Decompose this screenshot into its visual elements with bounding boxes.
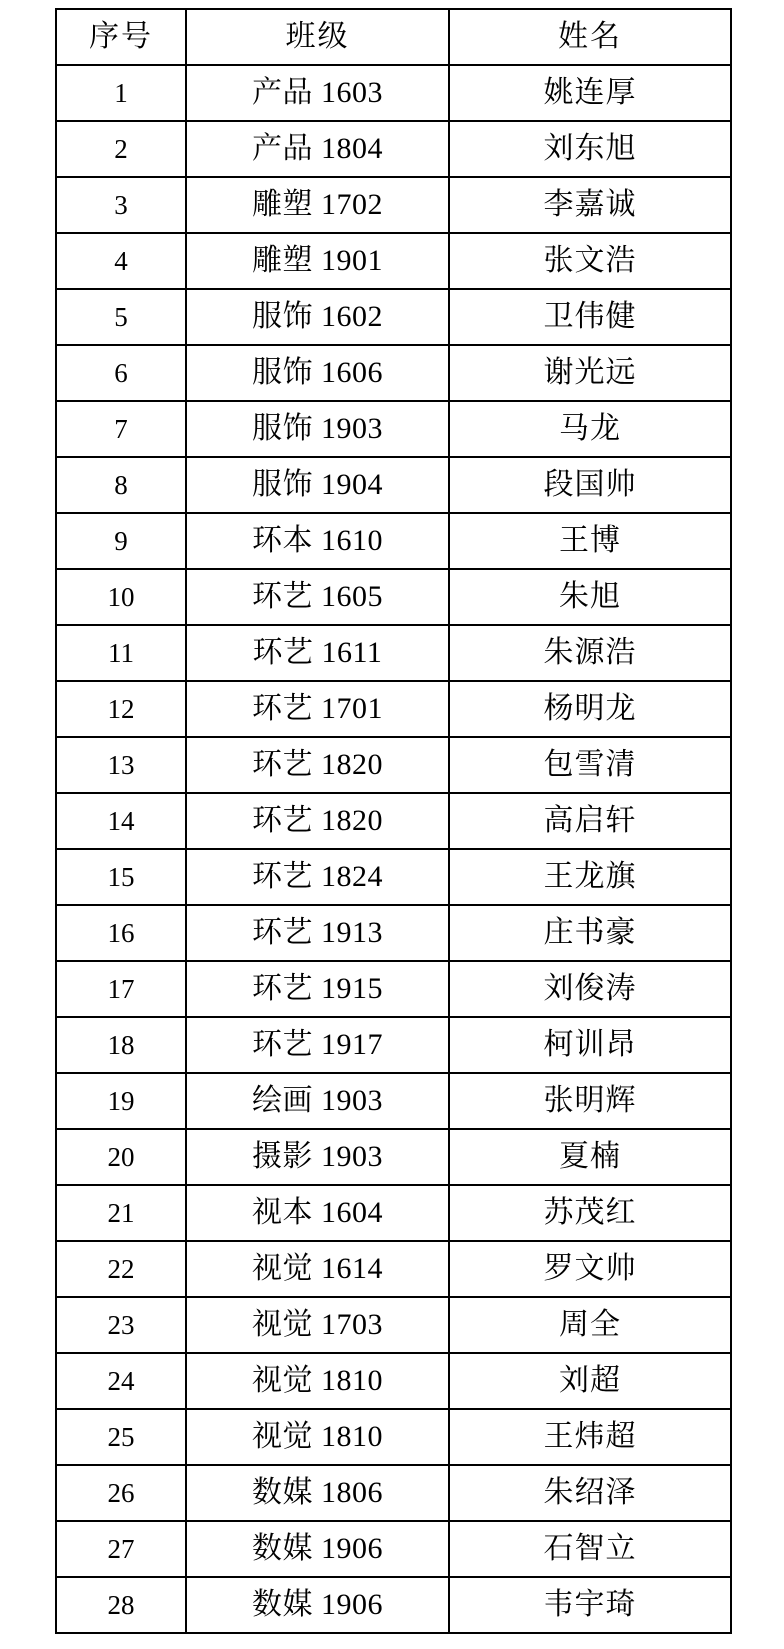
cell-name: 周全: [449, 1297, 731, 1353]
column-header-class: 班级: [186, 9, 449, 65]
table-row: [56, 513, 731, 569]
table-body: [56, 65, 731, 1633]
cell-index: 7: [56, 401, 186, 457]
cell-index: 1: [56, 65, 186, 121]
cell-name: 庄书豪: [449, 905, 731, 961]
cell-name: 李嘉诚: [449, 177, 731, 233]
cell-name: 段国帅: [449, 457, 731, 513]
cell-class: 视觉 1810: [186, 1353, 449, 1409]
cell-class: 服饰 1904: [186, 457, 449, 513]
cell-index: 14: [56, 793, 186, 849]
cell-name: 杨明龙: [449, 681, 731, 737]
cell-name: 石智立: [449, 1521, 731, 1577]
cell-index: 24: [56, 1353, 186, 1409]
table-row: [56, 1353, 731, 1409]
cell-class: 服饰 1903: [186, 401, 449, 457]
table-row: [56, 569, 731, 625]
cell-index: 19: [56, 1073, 186, 1129]
cell-name: 王炜超: [449, 1409, 731, 1465]
cell-index: 9: [56, 513, 186, 569]
cell-index: 21: [56, 1185, 186, 1241]
cell-index: 10: [56, 569, 186, 625]
cell-name: 张明辉: [449, 1073, 731, 1129]
cell-name: 王龙旗: [449, 849, 731, 905]
table-row: [56, 177, 731, 233]
cell-class: 环艺 1701: [186, 681, 449, 737]
cell-name: 夏楠: [449, 1129, 731, 1185]
table-row: [56, 1577, 731, 1633]
cell-index: 18: [56, 1017, 186, 1073]
table-row: [56, 1073, 731, 1129]
cell-class: 环艺 1611: [186, 625, 449, 681]
cell-index: 15: [56, 849, 186, 905]
header-row: [56, 9, 731, 65]
table-row: [56, 457, 731, 513]
cell-index: 2: [56, 121, 186, 177]
cell-name: 刘超: [449, 1353, 731, 1409]
cell-class: 视觉 1614: [186, 1241, 449, 1297]
table-row: [56, 1241, 731, 1297]
cell-index: 11: [56, 625, 186, 681]
cell-class: 视本 1604: [186, 1185, 449, 1241]
table-row: [56, 625, 731, 681]
table-row: [56, 401, 731, 457]
cell-index: 25: [56, 1409, 186, 1465]
table-row: [56, 1521, 731, 1577]
cell-name: 马龙: [449, 401, 731, 457]
cell-index: 23: [56, 1297, 186, 1353]
cell-class: 环艺 1824: [186, 849, 449, 905]
table-row: [56, 1017, 731, 1073]
cell-index: 26: [56, 1465, 186, 1521]
cell-index: 5: [56, 289, 186, 345]
roster-table: [55, 8, 732, 1634]
cell-class: 摄影 1903: [186, 1129, 449, 1185]
cell-index: 20: [56, 1129, 186, 1185]
table-row: [56, 1129, 731, 1185]
cell-class: 数媒 1806: [186, 1465, 449, 1521]
cell-class: 产品 1804: [186, 121, 449, 177]
cell-index: 22: [56, 1241, 186, 1297]
table-row: [56, 1185, 731, 1241]
table-row: [56, 289, 731, 345]
cell-class: 数媒 1906: [186, 1577, 449, 1633]
cell-index: 4: [56, 233, 186, 289]
cell-class: 环艺 1913: [186, 905, 449, 961]
cell-class: 环艺 1605: [186, 569, 449, 625]
cell-index: 16: [56, 905, 186, 961]
cell-class: 数媒 1906: [186, 1521, 449, 1577]
table-row: [56, 65, 731, 121]
cell-index: 6: [56, 345, 186, 401]
cell-class: 环本 1610: [186, 513, 449, 569]
cell-name: 朱源浩: [449, 625, 731, 681]
cell-class: 环艺 1917: [186, 1017, 449, 1073]
table-row: [56, 1409, 731, 1465]
cell-index: 17: [56, 961, 186, 1017]
cell-name: 高启轩: [449, 793, 731, 849]
cell-name: 罗文帅: [449, 1241, 731, 1297]
table-row: [56, 345, 731, 401]
cell-name: 卫伟健: [449, 289, 731, 345]
cell-class: 产品 1603: [186, 65, 449, 121]
cell-class: 服饰 1602: [186, 289, 449, 345]
cell-name: 刘俊涛: [449, 961, 731, 1017]
table-row: [56, 1465, 731, 1521]
cell-class: 环艺 1820: [186, 793, 449, 849]
table-row: [56, 961, 731, 1017]
table-row: [56, 233, 731, 289]
cell-name: 张文浩: [449, 233, 731, 289]
cell-name: 朱绍泽: [449, 1465, 731, 1521]
table-row: [56, 1297, 731, 1353]
cell-index: 8: [56, 457, 186, 513]
cell-name: 朱旭: [449, 569, 731, 625]
table-row: [56, 793, 731, 849]
cell-index: 3: [56, 177, 186, 233]
cell-index: 28: [56, 1577, 186, 1633]
cell-class: 视觉 1810: [186, 1409, 449, 1465]
cell-name: 谢光远: [449, 345, 731, 401]
cell-class: 绘画 1903: [186, 1073, 449, 1129]
column-header-index: 序号: [56, 9, 186, 65]
cell-index: 27: [56, 1521, 186, 1577]
cell-class: 雕塑 1702: [186, 177, 449, 233]
cell-name: 姚连厚: [449, 65, 731, 121]
cell-class: 服饰 1606: [186, 345, 449, 401]
cell-name: 王博: [449, 513, 731, 569]
cell-class: 视觉 1703: [186, 1297, 449, 1353]
table-row: [56, 737, 731, 793]
cell-name: 柯训昂: [449, 1017, 731, 1073]
table-row: [56, 121, 731, 177]
table-row: [56, 905, 731, 961]
table-row: [56, 681, 731, 737]
cell-name: 韦宇琦: [449, 1577, 731, 1633]
cell-index: 12: [56, 681, 186, 737]
cell-class: 环艺 1820: [186, 737, 449, 793]
table-row: [56, 849, 731, 905]
cell-index: 13: [56, 737, 186, 793]
cell-name: 包雪清: [449, 737, 731, 793]
cell-class: 环艺 1915: [186, 961, 449, 1017]
cell-name: 刘东旭: [449, 121, 731, 177]
cell-class: 雕塑 1901: [186, 233, 449, 289]
cell-name: 苏茂红: [449, 1185, 731, 1241]
table-header: [56, 9, 731, 65]
column-header-name: 姓名: [449, 9, 731, 65]
